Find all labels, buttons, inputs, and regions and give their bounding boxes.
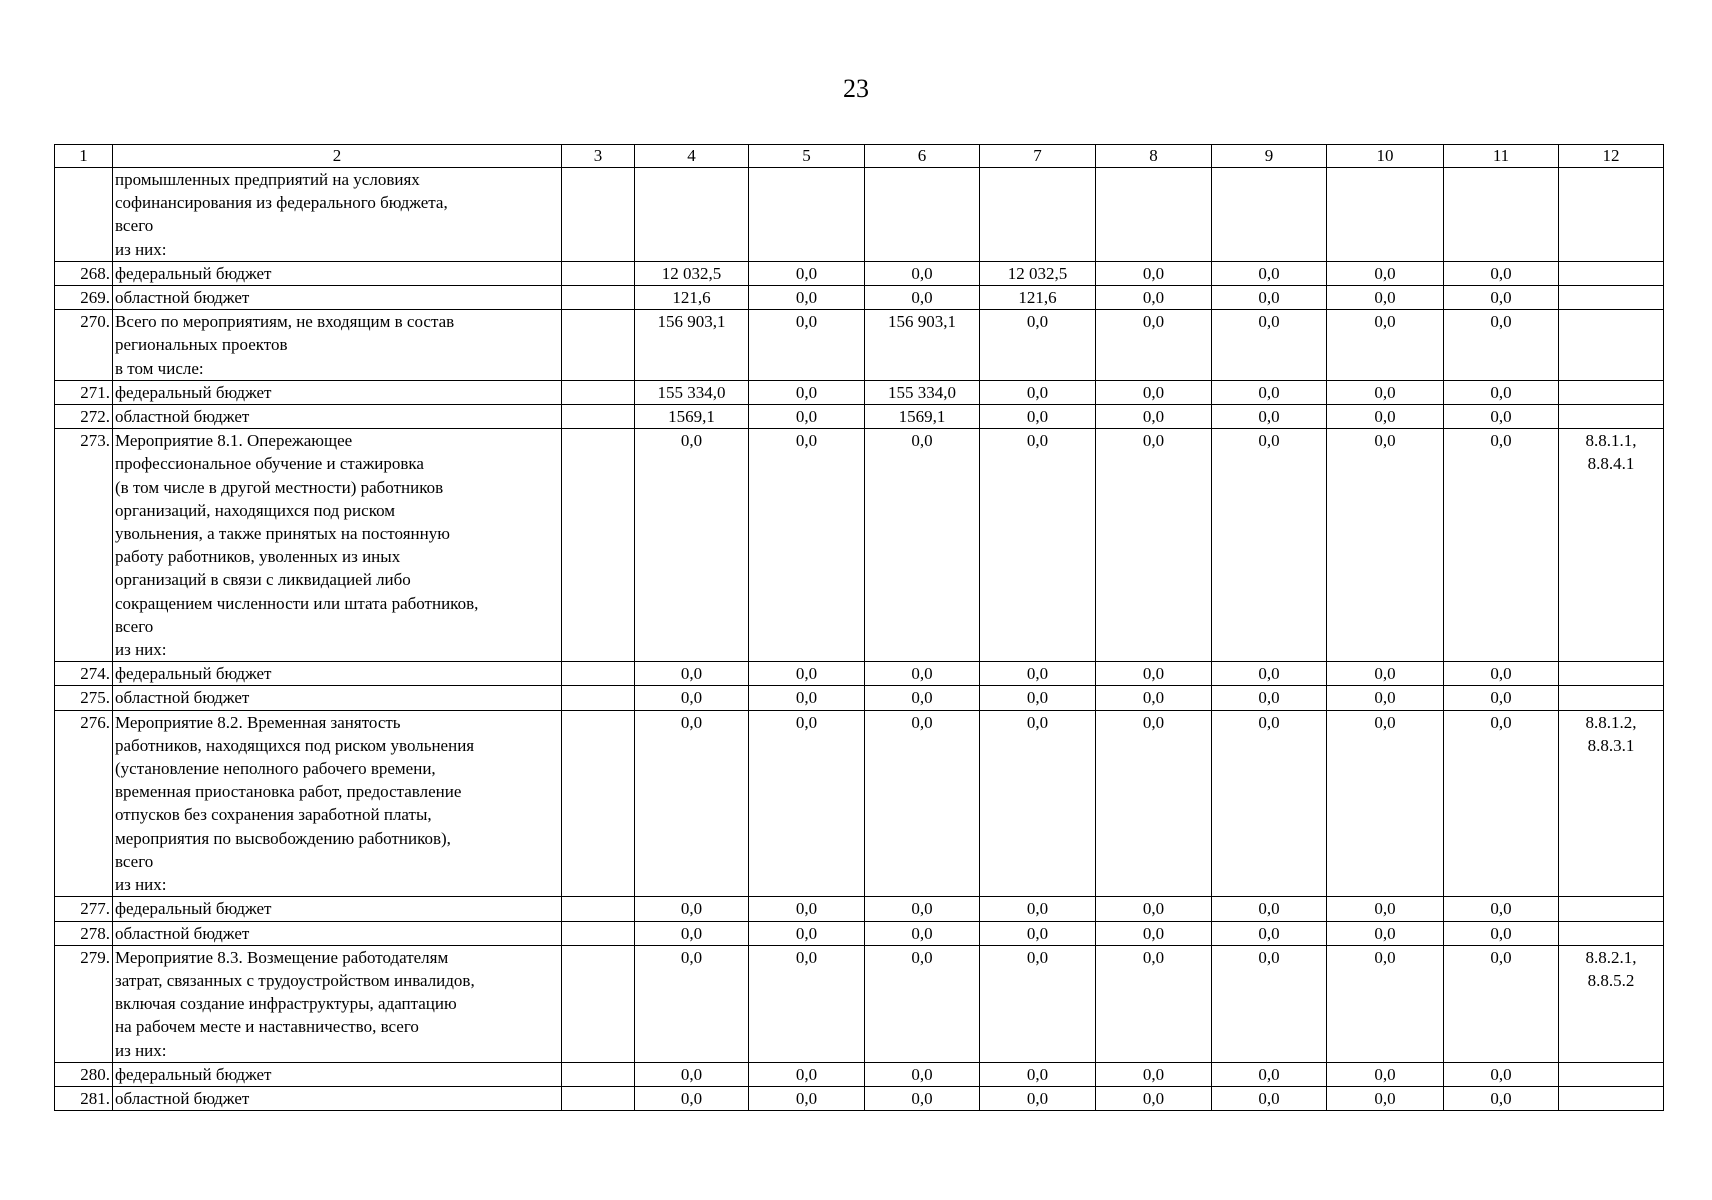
value-cell: 0,0 (980, 380, 1096, 404)
value-cell: 0,0 (1327, 380, 1444, 404)
value-cell: 0,0 (1327, 429, 1444, 662)
indicator-ref-line: 8.8.4.1 (1587, 454, 1635, 474)
row-description (113, 168, 562, 262)
column-header: 10 (1327, 145, 1444, 168)
value-cell: 0,0 (1096, 686, 1212, 710)
value-cell: 0,0 (1444, 662, 1559, 686)
indicator-ref-cell (1559, 710, 1664, 897)
value-cell: 0,0 (1212, 310, 1327, 381)
value-cell: 0,0 (1096, 662, 1212, 686)
column-3-cell (562, 286, 635, 310)
description-line: организаций в связи с ликвидацией либо (115, 570, 411, 590)
column-3-cell (562, 710, 635, 897)
value-cell: 0,0 (1096, 261, 1212, 285)
value-cell: 0,0 (980, 710, 1096, 897)
description-line: отпусков без сохранения заработной платы, (115, 805, 432, 825)
row-description (113, 662, 562, 686)
description-line: Мероприятие 8.2. Временная занятость (115, 712, 401, 732)
value-cell (749, 168, 865, 262)
column-3-cell (562, 686, 635, 710)
value-cell: 0,0 (1444, 710, 1559, 897)
row-description (113, 1086, 562, 1110)
indicator-ref-cell (1559, 686, 1664, 710)
value-cell: 0,0 (1444, 286, 1559, 310)
value-cell: 0,0 (1327, 310, 1444, 381)
indicator-ref-cell (1559, 1086, 1664, 1110)
value-cell: 0,0 (635, 945, 749, 1062)
indicator-ref-line: 8.8.5.2 (1587, 970, 1635, 990)
value-cell: 0,0 (1096, 1062, 1212, 1086)
value-cell: 0,0 (980, 1086, 1096, 1110)
row-description (113, 429, 562, 662)
column-3-cell (562, 405, 635, 429)
value-cell: 0,0 (1096, 405, 1212, 429)
value-cell: 0,0 (1327, 897, 1444, 921)
value-cell: 156 903,1 (635, 310, 749, 381)
value-cell: 156 903,1 (865, 310, 980, 381)
description-line: (установление неполного рабочего времени, (115, 759, 436, 779)
value-cell: 0,0 (1444, 897, 1559, 921)
value-cell: 0,0 (865, 286, 980, 310)
value-cell: 0,0 (865, 429, 980, 662)
description-line: из них: (115, 1040, 167, 1060)
value-cell: 0,0 (1212, 261, 1327, 285)
column-number-row (55, 145, 1664, 168)
row-number: 270. (55, 310, 113, 381)
indicator-ref-cell (1559, 405, 1664, 429)
value-cell: 0,0 (1212, 380, 1327, 404)
indicator-ref-cell (1559, 286, 1664, 310)
value-cell: 0,0 (1212, 405, 1327, 429)
value-cell: 0,0 (1444, 380, 1559, 404)
row-number: 274. (55, 662, 113, 686)
value-cell: 12 032,5 (635, 261, 749, 285)
row-number: 277. (55, 897, 113, 921)
row-description (113, 945, 562, 1062)
row-description (113, 686, 562, 710)
value-cell: 0,0 (1444, 945, 1559, 1062)
value-cell: 0,0 (1096, 921, 1212, 945)
column-3-cell (562, 261, 635, 285)
value-cell: 0,0 (980, 662, 1096, 686)
value-cell: 0,0 (635, 1086, 749, 1110)
row-number: 276. (55, 710, 113, 897)
value-cell: 0,0 (1096, 1086, 1212, 1110)
description-line: (в том числе в другой местности) работников (115, 477, 444, 497)
description-line: всего (115, 216, 154, 236)
table-row (55, 380, 1664, 404)
table-row (55, 405, 1664, 429)
value-cell: 0,0 (1212, 945, 1327, 1062)
row-number: 281. (55, 1086, 113, 1110)
value-cell: 0,0 (1327, 405, 1444, 429)
description-line: сокращением численности или штата работников, (115, 593, 479, 613)
value-cell: 0,0 (1327, 710, 1444, 897)
value-cell: 0,0 (1444, 261, 1559, 285)
description-line: софинансирования из федерального бюджета, (115, 193, 448, 213)
value-cell: 0,0 (865, 686, 980, 710)
column-header: 12 (1559, 145, 1664, 168)
value-cell (1444, 168, 1559, 262)
description-line: областной бюджет (115, 407, 250, 427)
column-header: 4 (635, 145, 749, 168)
value-cell: 0,0 (980, 945, 1096, 1062)
value-cell: 0,0 (980, 1062, 1096, 1086)
row-description (113, 261, 562, 285)
value-cell: 0,0 (865, 710, 980, 897)
table-row (55, 429, 1664, 662)
indicator-ref-cell (1559, 310, 1664, 381)
value-cell: 0,0 (1327, 945, 1444, 1062)
value-cell: 0,0 (865, 897, 980, 921)
table-row (55, 897, 1664, 921)
description-line: Мероприятие 8.1. Опережающее (115, 431, 353, 451)
row-number: 280. (55, 1062, 113, 1086)
value-cell: 0,0 (749, 261, 865, 285)
row-number: 269. (55, 286, 113, 310)
value-cell (1327, 168, 1444, 262)
value-cell: 0,0 (1327, 1086, 1444, 1110)
value-cell: 0,0 (1444, 405, 1559, 429)
description-line: областной бюджет (115, 1088, 250, 1108)
page-number: 23 (843, 74, 869, 103)
table-row (55, 921, 1664, 945)
value-cell: 0,0 (635, 429, 749, 662)
value-cell: 0,0 (749, 662, 865, 686)
column-header: 6 (865, 145, 980, 168)
value-cell: 0,0 (1096, 429, 1212, 662)
description-line: увольнения, а также принятых на постоянную (115, 524, 450, 544)
description-line: из них: (115, 640, 167, 660)
description-line: федеральный бюджет (115, 1064, 272, 1084)
value-cell: 0,0 (635, 897, 749, 921)
table-row (55, 261, 1664, 285)
column-header: 3 (562, 145, 635, 168)
description-line: затрат, связанных с трудоустройством инвалидов, (115, 970, 475, 990)
row-description (113, 405, 562, 429)
row-number: 268. (55, 261, 113, 285)
value-cell (865, 168, 980, 262)
value-cell: 0,0 (1096, 710, 1212, 897)
row-number (55, 168, 113, 262)
value-cell: 0,0 (1212, 286, 1327, 310)
value-cell: 0,0 (635, 1062, 749, 1086)
column-3-cell (562, 168, 635, 262)
column-3-cell (562, 662, 635, 686)
value-cell: 0,0 (749, 310, 865, 381)
column-3-cell (562, 897, 635, 921)
description-line: работу работников, уволенных из иных (115, 547, 401, 567)
indicator-ref-cell (1559, 921, 1664, 945)
column-3-cell (562, 1062, 635, 1086)
value-cell: 0,0 (1327, 1062, 1444, 1086)
value-cell: 0,0 (635, 921, 749, 945)
value-cell: 0,0 (1096, 897, 1212, 921)
indicator-ref-line: 8.8.1.1, (1585, 431, 1637, 451)
description-line: Всего по мероприятиям, не входящим в состав (115, 312, 455, 332)
description-line: Мероприятие 8.3. Возмещение работодателям (115, 947, 449, 967)
description-line: временная приостановка работ, предоставление (115, 782, 462, 802)
description-line: федеральный бюджет (115, 899, 272, 919)
value-cell: 0,0 (1444, 310, 1559, 381)
value-cell: 155 334,0 (865, 380, 980, 404)
table-row (55, 1062, 1664, 1086)
value-cell: 0,0 (865, 1086, 980, 1110)
row-description (113, 710, 562, 897)
value-cell: 0,0 (1212, 1086, 1327, 1110)
description-line: федеральный бюджет (115, 664, 272, 684)
value-cell: 0,0 (749, 286, 865, 310)
value-cell: 0,0 (980, 921, 1096, 945)
description-line: промышленных предприятий на условиях (115, 170, 420, 189)
row-description (113, 310, 562, 381)
value-cell: 0,0 (1212, 710, 1327, 897)
value-cell: 0,0 (635, 710, 749, 897)
indicator-ref-cell (1559, 897, 1664, 921)
value-cell: 0,0 (1327, 261, 1444, 285)
value-cell (1096, 168, 1212, 262)
value-cell: 0,0 (1327, 662, 1444, 686)
value-cell: 0,0 (749, 429, 865, 662)
value-cell: 0,0 (749, 921, 865, 945)
description-line: в том числе: (115, 358, 204, 378)
description-line: включая создание инфраструктуры, адаптацию (115, 994, 457, 1014)
value-cell: 0,0 (1096, 310, 1212, 381)
value-cell: 0,0 (865, 1062, 980, 1086)
value-cell: 121,6 (980, 286, 1096, 310)
table-row (55, 310, 1664, 381)
value-cell: 155 334,0 (635, 380, 749, 404)
value-cell: 0,0 (980, 897, 1096, 921)
value-cell: 0,0 (980, 429, 1096, 662)
value-cell: 0,0 (1212, 662, 1327, 686)
description-line: всего (115, 851, 154, 871)
row-number: 271. (55, 380, 113, 404)
description-line: всего (115, 616, 154, 636)
value-cell: 0,0 (1212, 921, 1327, 945)
value-cell: 0,0 (865, 261, 980, 285)
value-cell: 0,0 (980, 686, 1096, 710)
value-cell: 0,0 (749, 897, 865, 921)
value-cell: 0,0 (1212, 1062, 1327, 1086)
value-cell: 0,0 (635, 686, 749, 710)
table-row (55, 662, 1664, 686)
value-cell: 0,0 (1444, 686, 1559, 710)
indicator-ref-line: 8.8.2.1, (1585, 947, 1637, 967)
indicator-ref-cell (1559, 1062, 1664, 1086)
value-cell (1212, 168, 1327, 262)
row-description (113, 921, 562, 945)
table-row (55, 686, 1664, 710)
indicator-ref-line: 8.8.1.2, (1585, 712, 1637, 732)
indicator-ref-cell (1559, 380, 1664, 404)
column-header: 11 (1444, 145, 1559, 168)
value-cell: 1569,1 (865, 405, 980, 429)
column-header: 5 (749, 145, 865, 168)
row-description (113, 286, 562, 310)
value-cell: 0,0 (1212, 897, 1327, 921)
table-row (55, 286, 1664, 310)
row-number: 278. (55, 921, 113, 945)
value-cell: 0,0 (1096, 945, 1212, 1062)
value-cell: 0,0 (635, 662, 749, 686)
value-cell: 0,0 (749, 405, 865, 429)
description-line: профессиональное обучение и стажировка (115, 454, 424, 474)
column-3-cell (562, 1086, 635, 1110)
value-cell: 12 032,5 (980, 261, 1096, 285)
description-line: федеральный бюджет (115, 382, 272, 402)
column-header: 8 (1096, 145, 1212, 168)
column-3-cell (562, 310, 635, 381)
value-cell: 0,0 (749, 710, 865, 897)
indicator-ref-cell (1559, 945, 1664, 1062)
value-cell: 0,0 (749, 380, 865, 404)
row-number: 279. (55, 945, 113, 1062)
row-description (113, 1062, 562, 1086)
table-row (55, 1086, 1664, 1110)
description-line: на рабочем месте и наставничество, всего (115, 1017, 419, 1037)
value-cell: 0,0 (865, 662, 980, 686)
row-number: 273. (55, 429, 113, 662)
value-cell: 0,0 (1444, 1086, 1559, 1110)
column-3-cell (562, 429, 635, 662)
value-cell: 1569,1 (635, 405, 749, 429)
value-cell: 0,0 (1444, 921, 1559, 945)
description-line: областной бюджет (115, 288, 250, 308)
description-line: мероприятия по высвобождению работников), (115, 828, 451, 848)
value-cell: 0,0 (865, 945, 980, 1062)
value-cell: 0,0 (1096, 286, 1212, 310)
indicator-ref-cell (1559, 261, 1664, 285)
indicator-ref-cell (1559, 429, 1664, 662)
value-cell: 0,0 (1327, 286, 1444, 310)
value-cell: 0,0 (749, 1086, 865, 1110)
table-body (55, 168, 1664, 1111)
row-description (113, 897, 562, 921)
value-cell: 0,0 (1327, 686, 1444, 710)
column-header: 7 (980, 145, 1096, 168)
indicator-ref-cell (1559, 168, 1664, 262)
value-cell: 0,0 (1096, 380, 1212, 404)
description-line: из них: (115, 239, 167, 259)
row-number: 272. (55, 405, 113, 429)
value-cell: 0,0 (865, 921, 980, 945)
value-cell: 0,0 (1444, 429, 1559, 662)
column-header: 9 (1212, 145, 1327, 168)
row-description (113, 380, 562, 404)
table-row (55, 168, 1664, 262)
budget-table (54, 144, 1664, 1111)
value-cell: 0,0 (749, 686, 865, 710)
value-cell (980, 168, 1096, 262)
indicator-ref-line: 8.8.3.1 (1587, 735, 1635, 755)
description-line: региональных проектов (115, 335, 288, 355)
description-line: областной бюджет (115, 688, 250, 708)
value-cell (635, 168, 749, 262)
column-header: 2 (113, 145, 562, 168)
description-line: из них: (115, 875, 167, 895)
column-3-cell (562, 380, 635, 404)
column-3-cell (562, 945, 635, 1062)
column-header: 1 (55, 145, 113, 168)
value-cell: 0,0 (980, 405, 1096, 429)
description-line: федеральный бюджет (115, 263, 272, 283)
description-line: работников, находящихся под риском увольнения (115, 735, 475, 755)
table-row (55, 710, 1664, 897)
value-cell: 0,0 (980, 310, 1096, 381)
value-cell: 0,0 (749, 945, 865, 1062)
table-row (55, 945, 1664, 1062)
row-number: 275. (55, 686, 113, 710)
description-line: организаций, находящихся под риском (115, 500, 396, 520)
value-cell: 0,0 (749, 1062, 865, 1086)
value-cell: 0,0 (1444, 1062, 1559, 1086)
value-cell: 0,0 (1212, 686, 1327, 710)
indicator-ref-cell (1559, 662, 1664, 686)
value-cell: 0,0 (1327, 921, 1444, 945)
description-line: областной бюджет (115, 923, 250, 943)
value-cell: 0,0 (1212, 429, 1327, 662)
column-3-cell (562, 921, 635, 945)
value-cell: 121,6 (635, 286, 749, 310)
